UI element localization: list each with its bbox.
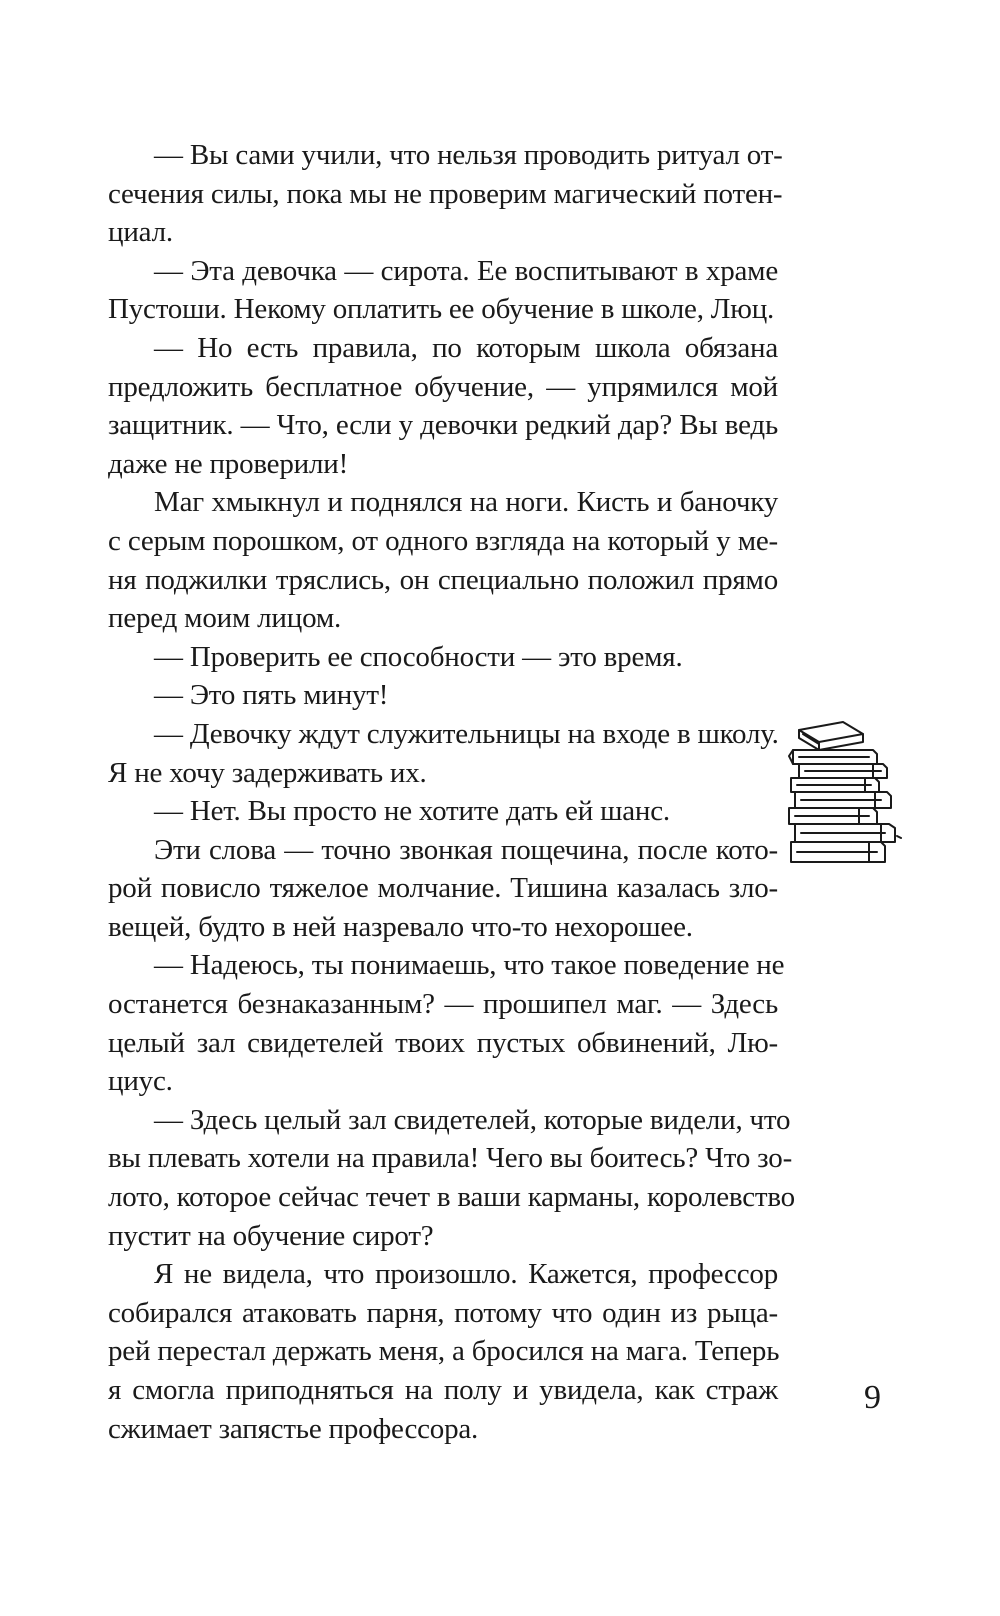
text-line: Пустоши. Некому оплатить ее обучение в школе, Люц. xyxy=(108,293,775,326)
text-line: циал. xyxy=(108,216,173,249)
text-line: останется безнаказанным? — прошипел маг. — Здесь xyxy=(108,988,778,1021)
text-line: — Здесь целый зал свидетелей, которые видели, что xyxy=(154,1103,791,1136)
text-line: — Надеюсь, ты понимаешь, что такое поведение не xyxy=(154,949,785,982)
text-line: ня поджилки тряслись, он специально положил прямо xyxy=(108,563,778,596)
text-line: — Вы сами учили, что нельзя проводить ритуал от- xyxy=(154,139,783,171)
text-line: сжимает запястье профессора. xyxy=(108,1412,479,1445)
text-line: с серым порошком, от одного взгляда на который у ме- xyxy=(108,524,778,557)
text-line: циус. xyxy=(108,1065,173,1098)
text-line: собирался атаковать парня, потому что один из рыца- xyxy=(108,1296,778,1329)
text-line: защитник. — Что, если у девочки редкий дар? Вы ведь xyxy=(108,409,778,442)
text-line: вы плевать хотели на правила! Чего вы боитесь? Что зо- xyxy=(108,1142,793,1175)
text-line: даже не проверили! xyxy=(108,447,349,480)
text-line: — Это пять минут! xyxy=(154,679,389,712)
text-line: Эти слова — точно звонкая пощечина, после кото- xyxy=(154,833,778,866)
text-line: Я не видела, что произошло. Кажется, профессор xyxy=(154,1258,778,1291)
text-line: — Нет. Вы просто не хотите дать ей шанс. xyxy=(154,795,670,828)
text-line: рой повисло тяжелое молчание. Тишина казалась зло- xyxy=(108,872,778,905)
text-line: — Девочку ждут служительницы на входе в школу. xyxy=(154,717,779,750)
text-line: — Эта девочка — сирота. Ее воспитывают в храме xyxy=(154,254,778,287)
text-line: целый зал свидетелей твоих пустых обвинений, Лю- xyxy=(108,1026,778,1059)
text-line: сечения силы, пока мы не проверим магический потен- xyxy=(108,177,783,210)
text-line: я смогла приподняться на полу и увидела, как страж xyxy=(108,1374,778,1406)
text-line: — Но есть правила, по которым школа обязана xyxy=(154,331,778,364)
text-line: Я не хочу задерживать их. xyxy=(108,756,427,789)
body-text xyxy=(108,136,795,1448)
page-number: 9 xyxy=(864,1379,881,1416)
text-line: — Проверить ее способности — это время. xyxy=(154,640,683,673)
text-line: перед моим лицом. xyxy=(108,602,342,635)
text-line: предложить бесплатное обучение, — упрямился мой xyxy=(108,370,778,403)
stack-of-books-icon xyxy=(785,720,905,870)
text-line: Маг хмыкнул и поднялся на ноги. Кисть и баночку xyxy=(154,486,778,519)
text-line: вещей, будто в ней назревало что-то нехорошее. xyxy=(108,910,693,943)
text-line: лото, которое сейчас течет в ваши карманы, королевство xyxy=(108,1181,795,1214)
text-line: рей перестал держать меня, а бросился на мага. Теперь xyxy=(108,1335,780,1368)
text-line: пустит на обучение сирот? xyxy=(108,1219,434,1252)
